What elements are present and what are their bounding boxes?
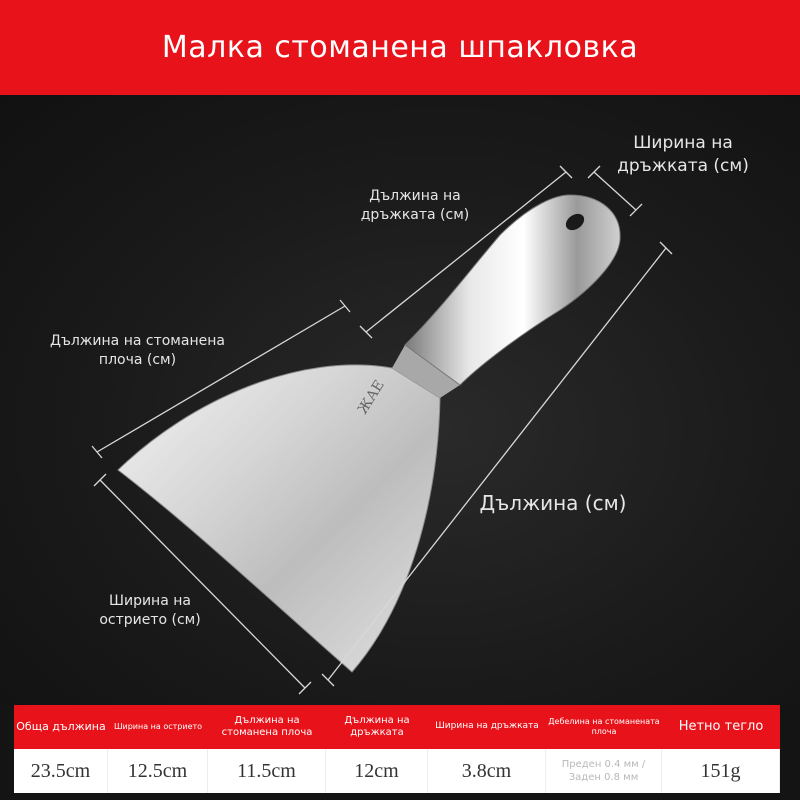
value-blade-width: 12.5cm	[108, 749, 208, 793]
page-title: Малка стоманена шпакловка	[161, 30, 639, 65]
spec-table	[14, 705, 780, 793]
value-net-weight: 151g	[662, 749, 780, 793]
brand-mark: ЖАЕ	[354, 377, 388, 418]
value-total-length: 23.5cm	[14, 749, 108, 793]
label-plate-length: Дължина на стоманена плоча (см)	[50, 333, 225, 368]
value-plate-thickness: Преден 0.4 мм / Заден 0.8 мм	[546, 749, 662, 793]
header-net-weight: Нетно тегло	[662, 705, 780, 749]
label-grip-width: Ширина на дръжката (см)	[617, 133, 749, 176]
value-plate-length: 11.5cm	[208, 749, 326, 793]
header-handle-length: Дължина на дръжката	[326, 705, 428, 749]
label-blade-width: Ширина на острието (см)	[99, 593, 201, 628]
header-plate-thickness: Дебелина на стоманената плоча	[546, 705, 662, 749]
header-plate-length: Дължина на стоманена плоча	[208, 705, 326, 749]
header-blade-width: Ширина на острието	[108, 705, 208, 749]
label-total-length: Дължина (см)	[479, 491, 627, 515]
header-total-length: Обща дължина	[14, 705, 108, 749]
value-handle-length: 12cm	[326, 749, 428, 793]
header-grip-width: Ширина на дръжката	[428, 705, 546, 749]
value-grip-width: 3.8cm	[428, 749, 546, 793]
label-handle-length: Дължина на дръжката (см)	[360, 188, 470, 223]
